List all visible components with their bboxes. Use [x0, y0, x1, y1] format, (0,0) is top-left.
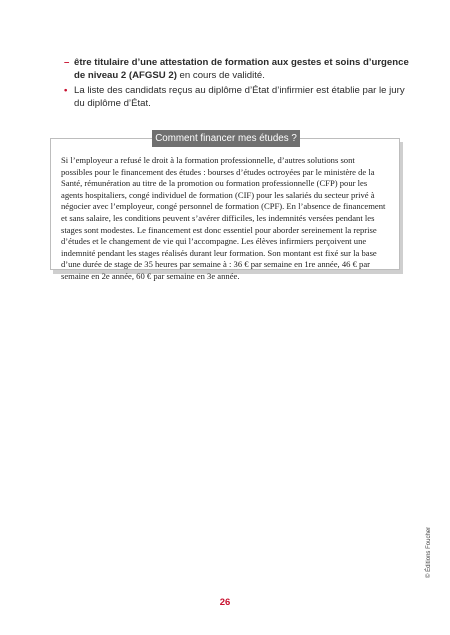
copyright-notice: © Éditions Foucher	[426, 526, 432, 578]
page-number: 26	[219, 597, 231, 608]
item-text: en cours de validité.	[176, 69, 265, 81]
requirements-list	[64, 57, 409, 113]
financing-info-box	[50, 133, 400, 281]
box-title: Comment financer mes études ?	[152, 130, 300, 147]
list-item	[64, 57, 409, 82]
box-paragraph: Si l’employeur a refusé le droit à la formation professionnelle, d’autres solutions sont possibles pour le financement des études : bourses d’études octroyées par le ministère de la Santé, rémunération au titre de la promotion ou formation professionnelle (CFP) pour les agents hospitaliers, congé individuel de formation (CIF) pour les salariés du secteur privé à négocier avec l’employeur, congé personnel de formation (CPF). En l’absence de financement et sans salaire, les conditions peuvent s’avérer difficiles, les indemnités versées pendant les stages sont modestes. Le financement est donc essentiel pour aborder sereinement la reprise d’études et le changement de vie qui l’accompagne. Les élèves infirmiers perçoivent une indemnité pendant les stages réalisés durant leur formation. Son montant est fixé sur la base d’une durée de stage de 35 heures par semaine à : 36 € par semaine en 1re année, 46 € par semaine en 2e année, 60 € par semaine en 3e année.	[61, 155, 386, 281]
bullet-marker: •	[64, 85, 68, 96]
item-text: La liste des candidats reçus au diplôme d’État d’infirmier est établie par le jury du diplôme d’État.	[74, 85, 405, 109]
list-item	[64, 85, 409, 110]
dash-marker: –	[64, 57, 70, 68]
item-bold-text: être titulaire d’une attestation de formation aux gestes et soins d’urgence de niveau 2 (AFGSU 2)	[74, 57, 409, 81]
